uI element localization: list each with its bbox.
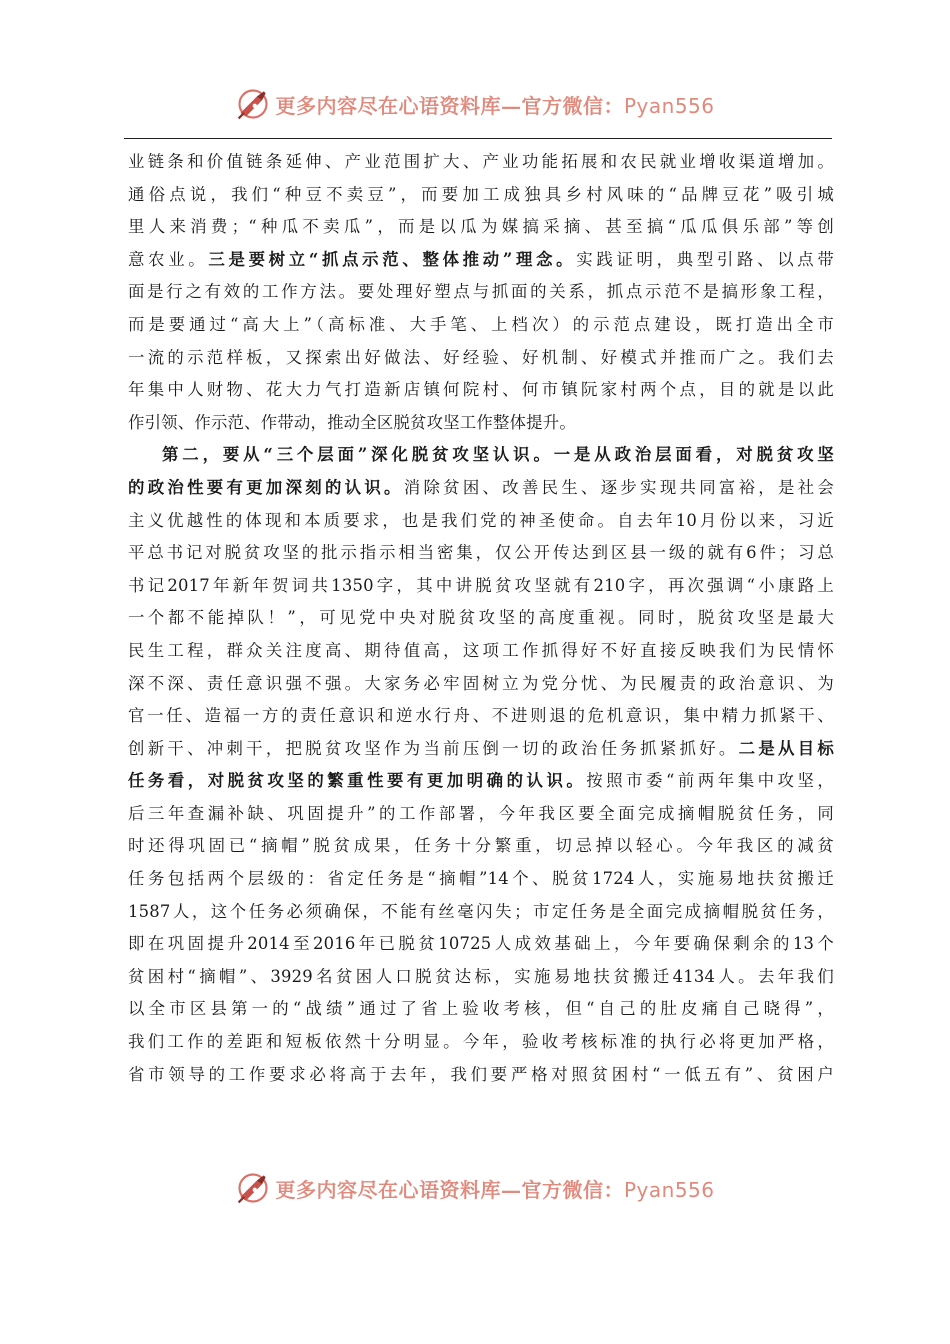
text-line: 以全市区县第一的“战绩”通过了省上验收考核，但“自己的肚皮痛自己晓得”，: [128, 999, 834, 1019]
header-divider: [124, 138, 832, 139]
text-line: 面是行之有效的工作方法。要处理好塑点与抓面的关系，抓点示范不是搞形象工程，: [128, 282, 834, 302]
watermark-text: 更多内容尽在心语资料库—官方微信：Pyan556: [275, 93, 715, 118]
text-line: 任务包括两个层级的：省定任务是“摘帽”14个、脱贫1724人，实施易地扶贫搬迁: [128, 869, 834, 889]
text-line: 里人来消费；“种瓜不卖瓜”，而是以瓜为媒搞采摘、甚至搞“瓜瓜俱乐部”等创: [128, 217, 834, 237]
text-line: 后三年查漏补缺、巩固提升”的工作部署，今年我区要全面完成摘帽脱贫任务，同: [128, 803, 834, 823]
text-line: 创新干、冲刺干，把脱贫攻坚作为当前压倒一切的政治任务抓紧抓好。二是从目标: [128, 738, 835, 758]
pen-logo-icon: [235, 1170, 271, 1206]
document-body: [128, 146, 834, 1091]
text-line: 年集中人财物、花大力气打造新店镇何院村、何市镇阮家村两个点，目的就是以此: [128, 380, 834, 400]
text-line: 主义优越性的体现和本质要求，也是我们党的神圣使命。自去年10月份以来，习近: [128, 510, 834, 530]
text-line: 业链条和价值链条延伸、产业范围扩大、产业功能拓展和农民就业增收渠道增加。: [128, 152, 834, 171]
text-line: 省市领导的工作要求必将高于去年，我们要严格对照贫困村“一低五有”、贫困户: [128, 1064, 834, 1084]
text-line: 一流的示范样板，又探索出好做法、好经验、好机制、好模式并推而广之。我们去: [128, 347, 834, 367]
text-line: 深不深、责任意识强不强。大家务必牢固树立为党分忧、为民履责的政治意识、为: [128, 673, 834, 693]
text-line: 的政治性要有更加深刻的认识。消除贫困、改善民生、逐步实现共同富裕，是社会: [128, 477, 834, 497]
text-line: 通俗点说，我们“种豆不卖豆”，而要加工成独具乡村风味的“品牌豆花”吸引城: [128, 184, 834, 204]
text-line: 而是要通过“高大上”（高标准、大手笔、上档次）的示范点建设，既打造出全市: [128, 314, 834, 334]
text-line: 贫困村“摘帽”、3929名贫困人口脱贫达标，实施易地扶贫搬迁4134人。去年我们: [128, 966, 834, 986]
text-line: 民生工程，群众关注度高、期待值高，这项工作抓得好不好直接反映我们为民情怀: [128, 640, 834, 660]
text-line: 平总书记对脱贫攻坚的批示指示相当密集，仅公开传达到区县一级的就有6件；习总: [128, 543, 834, 563]
text-line: 书记2017年新年贺词共1350字，其中讲脱贫攻坚就有210字，再次强调“小康路上: [128, 575, 834, 595]
text-line: 任务看，对脱贫攻坚的繁重性要有更加明确的认识。按照市委“前两年集中攻坚，: [128, 771, 834, 791]
text-line: 即在巩固提升2014至2016年已脱贫10725人成效基础上，今年要确保剩余的13个: [128, 934, 834, 954]
text-line: 时还得巩固已“摘帽”脱贫成果，任务十分繁重，切忌掉以轻心。今年我区的减贫: [128, 836, 834, 856]
header-watermark-banner: [0, 84, 950, 124]
text-line: 意农业。三是要树立“抓点示范、整体推动”理念。实践证明，典型引路、以点带: [128, 249, 834, 269]
text-line: 一个都不能掉队！”，可见党中央对脱贫攻坚的高度重视。同时，脱贫攻坚是最大: [128, 608, 834, 628]
text-line: 作引领、作示范、作带动，推动全区脱贫攻坚工作整体提升。: [128, 412, 576, 432]
text-line: 第二，要从“三个层面”深化脱贫攻坚认识。一是从政治层面看，对脱贫攻坚: [162, 445, 834, 465]
text-line: 官一任、造福一方的责任意识和逆水行舟、不进则退的危机意识，集中精力抓紧干、: [128, 706, 834, 726]
watermark-text: 更多内容尽在心语资料库—官方微信：Pyan556: [275, 1177, 715, 1202]
text-line: 我们工作的差距和短板依然十分明显。今年，验收考核标准的执行必将更加严格，: [128, 1032, 834, 1052]
pen-logo-icon: [235, 86, 271, 122]
text-line: 1587人，这个任务必须确保，不能有丝毫闪失；市定任务是全面完成摘帽脱贫任务，: [128, 901, 834, 921]
footer-watermark-banner: [0, 1168, 950, 1208]
